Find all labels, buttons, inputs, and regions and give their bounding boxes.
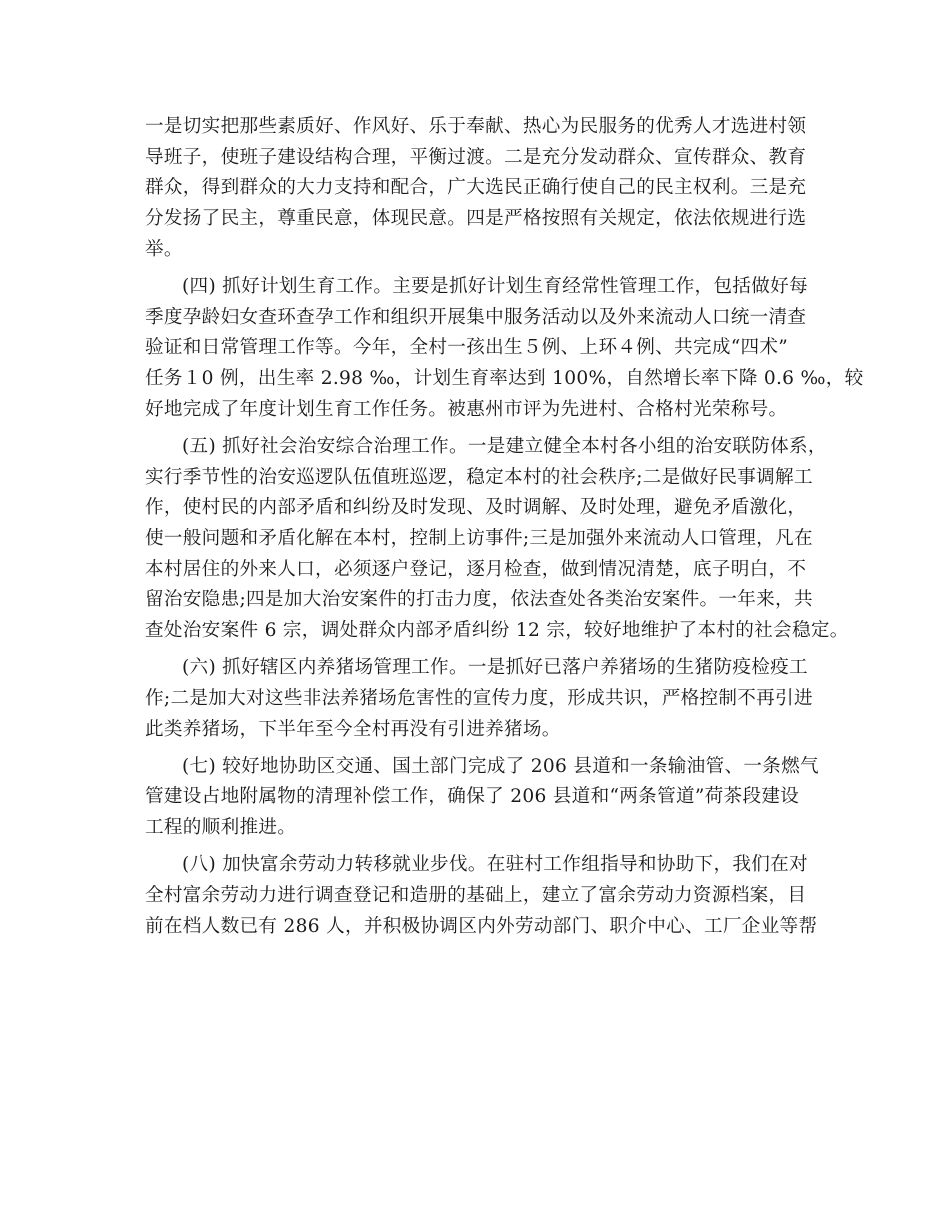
text-line: 验证和日常管理工作等。今年，全村一孩出生５例、上环４例、共完成“四术” [145,337,789,359]
text-line: 此类养猪场，下半年至今全村再没有引进养猪场。 [145,718,561,740]
paragraph-family-planning [145,272,864,425]
text-line: 全村富余劳动力进行调查登记和造册的基础上，建立了富余劳动力资源档案，目 [145,885,807,906]
paragraph-labor-transfer [145,850,818,942]
text-line: 使一般问题和矛盾化解在本村，控制上访事件;三是加强外来流动人口管理，凡在 [145,527,813,549]
text-line: (五) 抓好社会治安综合治理工作。一是建立健全本村各小组的治安联防体系， [182,435,827,457]
text-line: 实行季节性的治安巡逻队伍值班巡逻，稳定本村的社会秩序;二是做好民事调解工 [145,466,813,488]
text-line: 任务１0 例，出生率 2.98 ‰，计划生育率达到 100%，自然增长率下降 0.6 ‰，较 [145,368,864,389]
text-line: 举。 [145,238,183,260]
text-line: 前在档人数已有 286 人，并积极协调区内外劳动部门、职介中心、工厂企业等帮 [145,915,818,937]
text-line: 管建设占地附属物的清理补偿工作，确保了 206 县道和“两条管道”荷茶段建设 [145,786,800,808]
text-line: 作;二是加大对这些非法养猪场危害性的宣传力度，形成共识，严格控制不再引进 [145,687,813,709]
text-line: 群众，得到群众的大力支持和配合，广大选民正确行使自己的民主权利。三是充 [145,177,807,199]
text-line: 查处治安案件 6 宗，调处群众内部矛盾纠纷 12 宗，较好地维护了本村的社会稳定。 [145,620,849,641]
text-line: 留治安隐患;四是加大治安案件的打击力度，依法查处各类治安案件。一年来，共 [145,589,813,611]
text-line: 一是切实把那些素质好、作风好、乐于奉献、热心为民服务的优秀人才选进村领 [145,116,807,137]
text-line: 本村居住的外来人口，必须逐户登记，逐月检查，做到情况清楚，底子明白，不 [145,558,807,580]
text-line: (八) 加快富余劳动力转移就业步伐。在驻村工作组指导和协助下，我们在对 [182,854,808,876]
text-line: 导班子，使班子建设结构合理，平衡过渡。二是充分发动群众、宣传群众、教育 [145,146,807,168]
document-body [145,112,864,949]
paragraph-election [145,112,815,265]
text-line: (四) 抓好计划生育工作。主要是抓好计划生育经常性管理工作，包括做好每 [182,275,808,297]
text-line: 好地完成了年度计划生育工作任务。被惠州市评为先进村、合格村光荣称号。 [145,398,788,420]
text-line: 季度孕龄妇女查环查孕工作和组织开展集中服务活动以及外来流动人口统一清查 [145,306,807,328]
paragraph-road-pipeline [145,752,819,844]
text-line: 作，使村民的内部矛盾和纠纷及时发现、及时调解、及时处理，避免矛盾激化， [145,497,807,519]
text-line: 分发扬了民主，尊重民意，体现民意。四是严格按照有关规定，依法依规进行选 [145,208,807,230]
paragraph-pig-farms [145,653,815,745]
text-line: (七) 较好地协助区交通、国土部门完成了 206 县道和一条输油管、一条燃气 [182,755,819,777]
paragraph-public-security [145,432,849,647]
text-line: (六) 抓好辖区内养猪场管理工作。一是抓好已落户养猪场的生猪防疫检疫工 [182,657,808,679]
text-line: 工程的顺利推进。 [145,817,297,839]
